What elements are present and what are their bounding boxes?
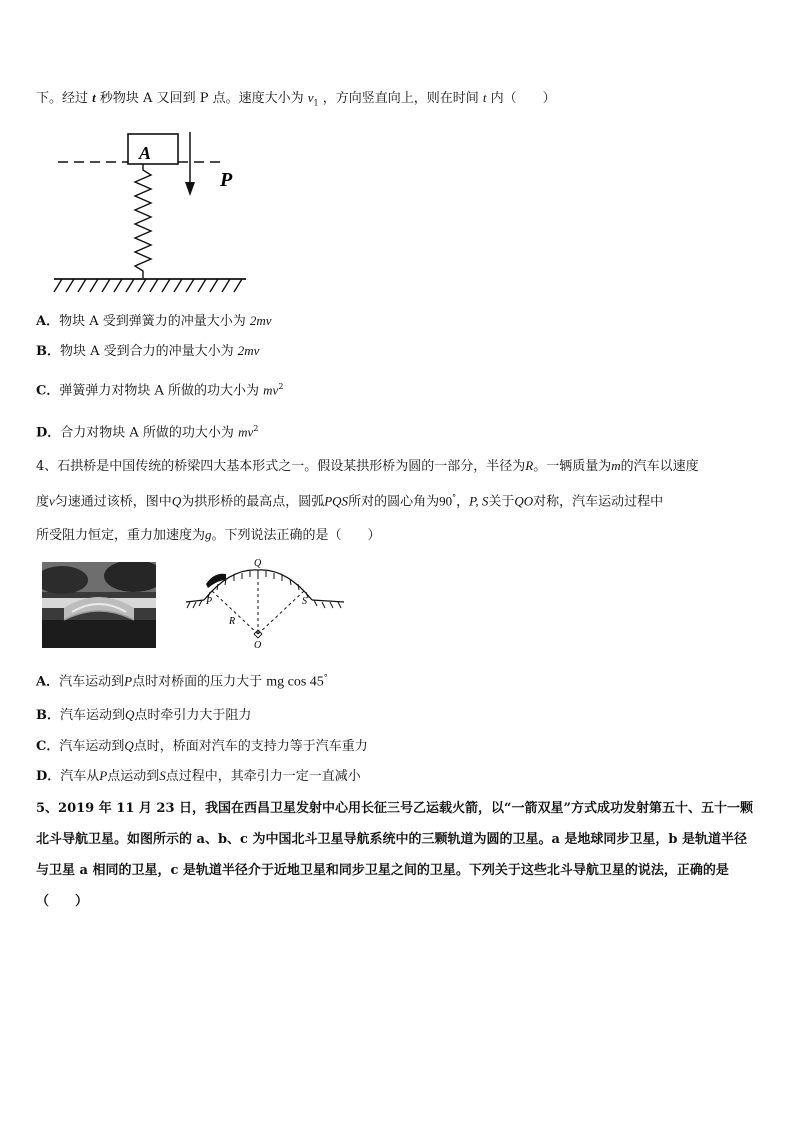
- q3-option-c: C．弹簧弹力对物块 A 所做的功大小为 $mv^2$: [36, 382, 284, 399]
- q4-stem-line3: 所受阻力恒定，重力加速度为g。下列说法正确的是（ ）: [36, 527, 381, 543]
- q3-option-b: B．物块 A 受到合力的冲量大小为 2mv: [36, 343, 260, 359]
- q4-option-d: D．汽车从P点运动到S点过程中，其牵引力一定一直减小: [36, 768, 361, 784]
- label-s: S: [302, 596, 307, 607]
- label-p: P: [206, 596, 213, 607]
- label-o: O: [254, 640, 262, 651]
- label-q: Q: [254, 558, 262, 569]
- point-p-label: P: [220, 169, 233, 191]
- stone-arch-bridge-photo: [42, 562, 156, 648]
- q4-option-c: C．汽车运动到Q点时，桥面对汽车的支持力等于汽车重力: [36, 738, 368, 754]
- block-label: A: [139, 143, 152, 163]
- q4-stem-line2: 度v匀速通过该桥，图中Q为拱形桥的最高点，圆弧PQS所对的圆心角为90°，P, S关于QO对称，汽车运动过程中: [36, 493, 664, 510]
- arch-bridge-diagram: [182, 558, 352, 651]
- q3-stem: 下。经过 t 秒物块 A 又回到 P 点。速度大小为 $v_1$ ，方向竖直向上，则在时间 t 内（ ）: [36, 90, 556, 108]
- q5-stem: 5、2019 年 11 月 23 日，我国在西昌卫星发射中心用长征三号乙运载火箭，以“一箭双星”方式成功发射第五十、五十一颗北斗导航卫星。如图所示的 a、b、c 为中国北斗卫星导航系统中的三颗轨道为圆的卫星。a 是地球同步卫星，b 是轨道半径与卫星 a 相同的卫星，c 是轨道半径介于近地卫星和同步卫星之间的卫星。下列关于这些北斗导航卫星的说法，正确的是（ ）: [36, 801, 753, 909]
- q4-option-a: A．汽车运动到P点时对桥面的压力大于 mg cos 45°: [36, 673, 328, 690]
- spring-block-figure: [50, 124, 270, 294]
- q3-option-d: D．合力对物块 A 所做的功大小为 $mv^2$: [36, 424, 259, 441]
- label-r: R: [229, 616, 236, 627]
- q3-option-a: A．物块 A 受到弹簧力的冲量大小为 2mv: [36, 313, 272, 329]
- q4-stem: 4、石拱桥是中国传统的桥梁四大基本形式之一。假设某拱形桥为圆的一部分，半径为R。一辆质量为m的汽车以速度: [36, 458, 699, 474]
- q4-option-b: B．汽车运动到Q点时牵引力大于阻力: [36, 707, 252, 723]
